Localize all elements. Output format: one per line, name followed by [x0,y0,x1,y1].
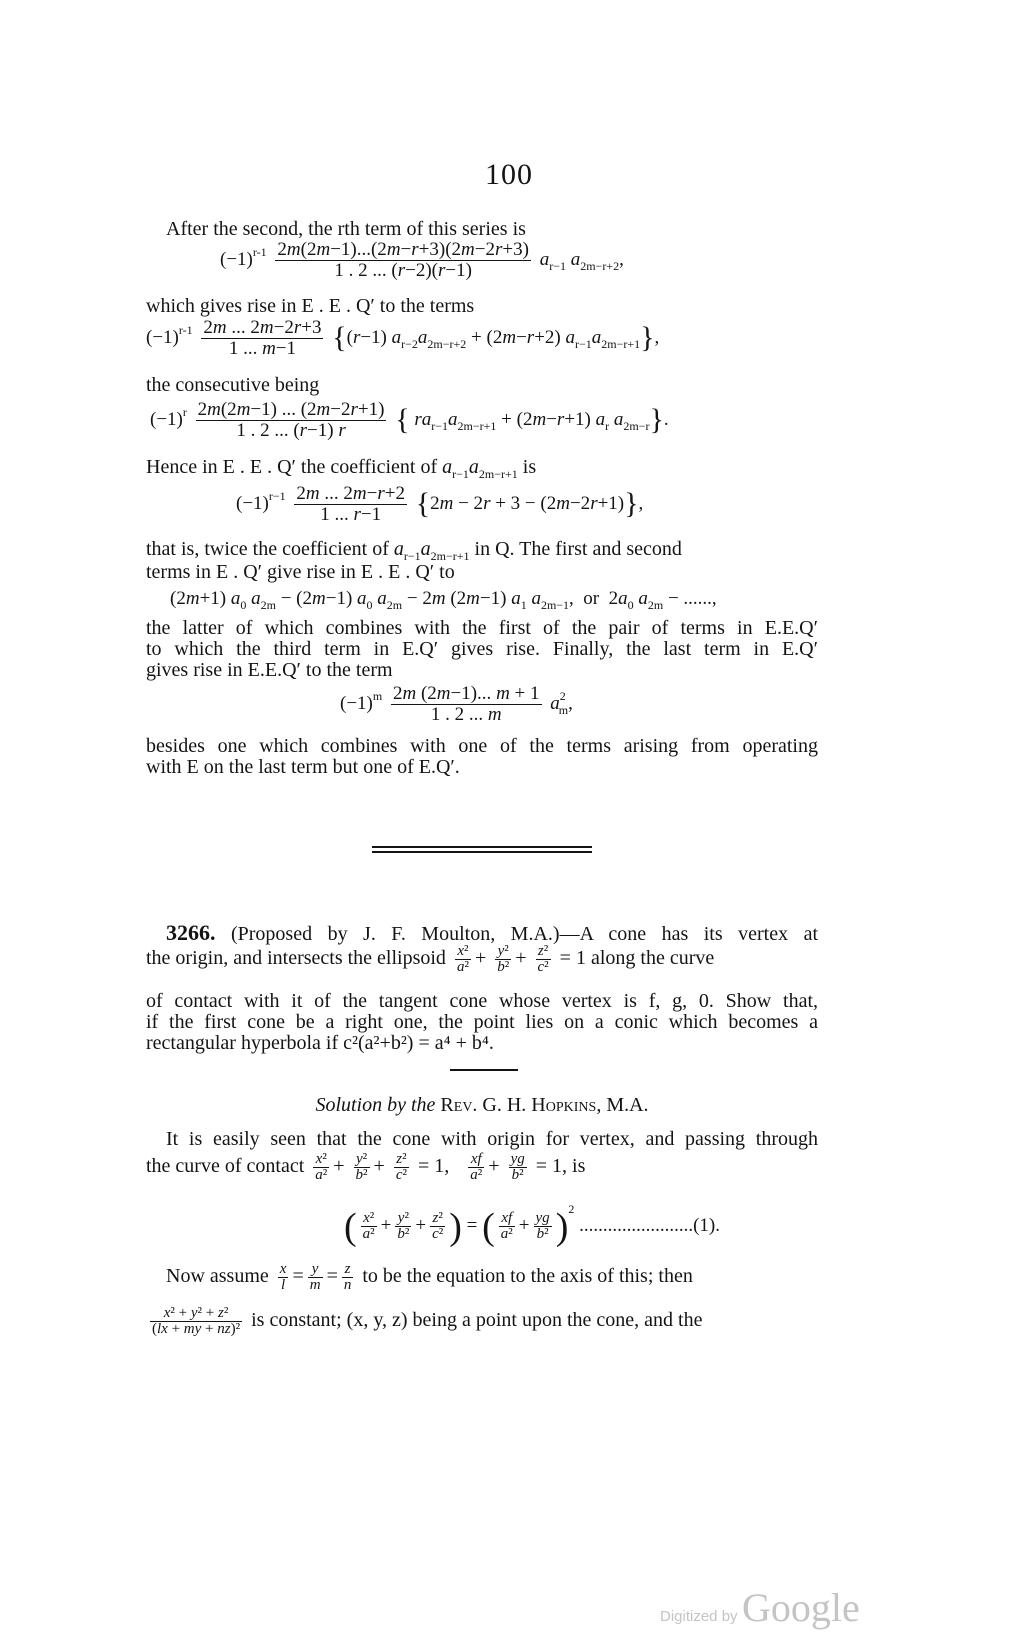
equation-1: ( $\frac{\text{x²}}{\text{a²}}$ + $\frac{\text{y²}}{\text{b²}}$ + $\frac{\text{z²}}{\text{c²}}$ ) = ( $\frac{xf}{\text{a²}}$ + $\frac{yg}{\text{b²}}$ )$^2$ ........................(1). [344,1202,720,1248]
solution-author: Rev. G. H. Hopkins, M.A. [440,1094,649,1116]
text-line: to which the third term in E.Q′ gives rise. Finally, the last term in E.Q′ [146,638,818,660]
text-line: of contact with it of the tangent cone whose vertex is f, g, 0. Show that, [146,990,818,1012]
solution-heading [0,1094,964,1116]
equation-coefficient: $(-1)^{r-1}$ $\frac{2m ... 2m-r+2}{1 ... r-1}$ {2m − 2r + 3 − (2m−2r+1)}, [236,483,644,525]
divider-rule [450,1069,518,1071]
text-line: It is easily seen that the cone with origin for vertex, and passing through [166,1128,818,1150]
text-segment: = 1, is [535,1155,586,1178]
text-segment: is [522,456,537,478]
page-number: 100 [485,158,533,191]
problem-number: 3266. [166,920,216,945]
digitized-watermark [660,1584,860,1631]
equation-last-term: $(-1)^m$ $\frac{2m (2m-1)... m + 1}{1 . 2 ... m}$ $a^2_m$, [340,683,573,725]
equation-terms: $(-1)^{r-1}$ $\frac{2m ... 2m-2r+3}{1 ... m-1}$ {(r−1) $a_{r-2}a_{2m-r+2} + (2m-r+2)$ $a_{r-1}a_{2m-r+1}$}, [146,317,660,359]
text-line: with E on the last term but one of E.Q′. [146,756,460,778]
text-segment: Hence in E . E . Q′ the coefficient of [146,456,438,478]
text-line: if the first cone be a right one, the point lies on a conic which becomes a [146,1011,818,1033]
text-segment: = 1, [418,1155,450,1178]
text-segment: the curve of contact [146,1155,305,1178]
text-segment: to be the equation to the axis of this; then [362,1265,693,1288]
equation-first-second: (2m+1) $a_0$ $a_{2m} - (2m-1)$ $a_0$ $a_{2m} - 2m$ (2m−1) $a_1$ $a_{2m-1}$, or $2a_0$ $a_{2m}$ − ......, [170,588,717,612]
solution-heading-italic: Solution by the [315,1094,436,1116]
text-line-coefficient: Hence in E . E . Q′ the coefficient of $a_{r-1}a_{2m-r+1}$ is [146,456,537,481]
problem-header [166,922,818,945]
text-line: After the second, the rth term of this series is [166,218,526,240]
divider-rule [372,846,592,848]
solution-line-contact: the curve of contact $\frac{\text{x²}}{\text{a²}}$ + $\frac{\text{y²}}{\text{b²}}$ + $\frac{\text{z²}}{\text{c²}}$ = 1, $\frac{xf}{\text{a²}}$ + $\frac{yg}{\text{b²}}$ = 1, is [146,1151,586,1183]
text-line: rectangular hyperbola if c²(a²+b²) = a⁴ + b⁴. [146,1032,494,1054]
solution-line-constant: $\frac{\text{x² + y² + z²}}{\text{(lx + my + nz)²}}$ is constant; (x, y, z) being a point upon the cone, and the [152,1305,703,1337]
equation-consecutive: $(-1)^r$ $\frac{2m(2m-1) ... (2m-2r+1)}{1 . 2 ... (r-1) r}$ { $ra_{r-1}a_{2m-r+1} + (2m-r+1)$ $a_r$ $a_{2m-r}$}. [150,399,669,441]
divider-rule [372,851,592,853]
text-segment: = 1 along the curve [559,947,715,970]
text-line: which gives rise in E . E . Q′ to the terms [146,295,475,317]
equation-label: ........................(1). [579,1215,720,1236]
text-segment: in Q. The first and second [474,538,682,560]
text-line: the consecutive being [146,374,320,396]
text-line: gives rise in E.E.Q′ to the term [146,659,393,681]
text-segment: —A cone has its vertex at [559,923,818,945]
text-line: the latter of which combines with the first of the pair of terms in E.E.Q′ [146,617,818,639]
google-logo: Google [742,1585,860,1630]
problem-line-ellipsoid: the origin, and intersects the ellipsoid $\frac{\text{x²}}{\text{a²}}$ + $\frac{\text{y²}}{\text{b²}}$ + $\frac{\text{z²}}{\text{c²}}$ = 1 along the curve [146,943,715,975]
solution-line-assume: Now assume $\frac{x}{l}$ = $\frac{y}{m}$ = $\frac{z}{n}$ to be the equation to the axis of this; then [166,1261,693,1293]
digitized-label: Digitized by [660,1608,738,1625]
text-line: besides one which combines with one of the terms arising from operating [146,735,818,757]
text-line: terms in E . Q′ give rise in E . E . Q′ to [146,561,455,583]
text-segment: is constant; (x, y, z) being a point upon the cone, and the [251,1309,703,1332]
problem-proposer: (Proposed by J. F. Moulton, M.A.) [230,923,560,945]
text-segment: that is, twice the coefficient of [146,538,389,560]
equation-rth-term: $(-1)^{r-1}$ $\frac{2m(2m-1)...(2m-r+3)(2m-2r+3)}{1 . 2 ... (r-2)(r-1)}$ $a_{r-1}$ $a_{2m-r+2}$, [220,239,624,281]
text-segment: Now assume [166,1265,269,1288]
text-segment: the origin, and intersects the ellipsoid [146,947,446,970]
text-line-twice: that is, twice the coefficient of $a_{r-1}a_{2m-r+1}$ in Q. The first and second [146,538,682,563]
